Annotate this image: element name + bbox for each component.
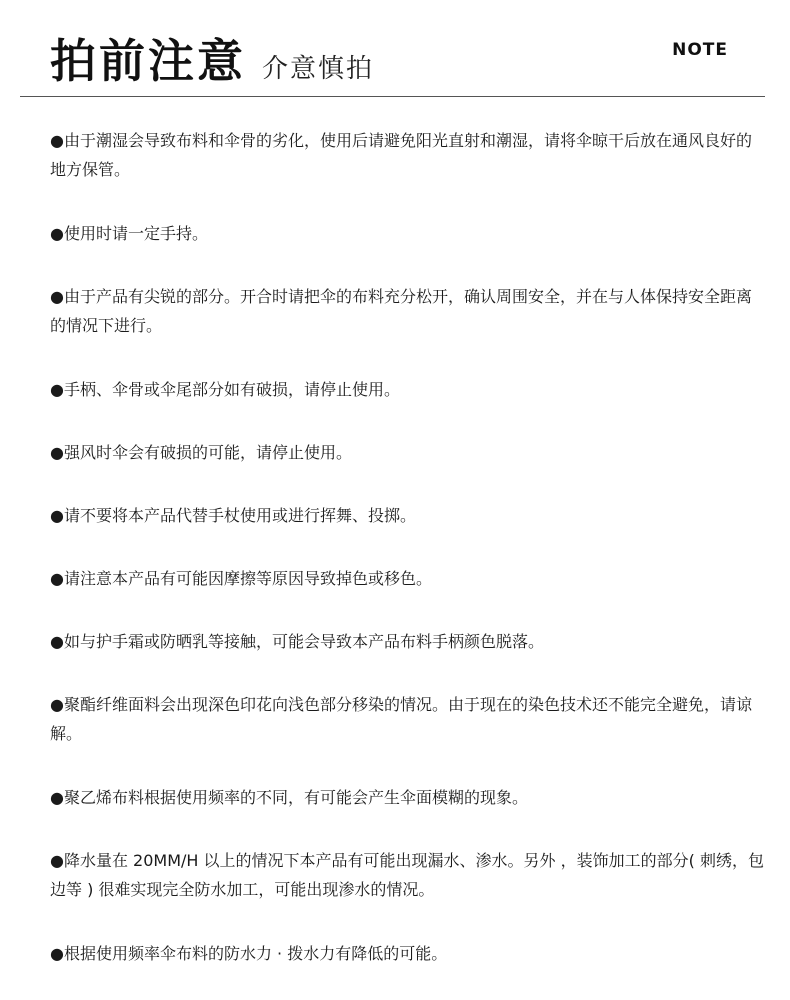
note-item-water-repellency: ●根据使用频率伞布料的防水力 · 拨水力有降低的可能。 (50, 944, 448, 963)
note-item-polyethylene: ●聚乙烯布料根据使用频率的不同，有可能会产生伞面模糊的现象。 (50, 788, 528, 807)
note-item-dye-transfer: ●聚酯纤维面料会出现深色印花向浅色部分移染的情况。由于现在的染色技术还不能完全避免，请谅解。 (50, 695, 752, 743)
header-divider (20, 96, 765, 97)
note-item-cream-contact: ●如与护手霜或防晒乳等接触，可能会导致本产品布料手柄颜色脱落。 (50, 632, 544, 651)
note-item-damage: ●手柄、伞骨或伞尾部分如有破损，请停止使用。 (50, 380, 400, 399)
page-title: 拍前注意 (50, 34, 246, 88)
note-item-strong-wind: ●强风时伞会有破损的可能，请停止使用。 (50, 443, 352, 462)
header (0, 0, 790, 100)
note-label: NOTE (672, 40, 728, 60)
note-item-rainfall: ●降水量在 20MM/H 以上的情况下本产品有可能出现漏水、渗水。另外 ，装饰加工的部分( 刺绣，包边等 ) 很难实现完全防水加工，可能出现渗水的情况。 (50, 851, 764, 899)
note-item-hand-hold: ●使用时请一定手持。 (50, 224, 208, 243)
page-subtitle: 介意慎拍 (262, 54, 375, 84)
note-item-no-cane: ●请不要将本产品代替手杖使用或进行挥舞、投掷。 (50, 506, 416, 525)
note-item-storage: ●由于潮湿会导致布料和伞骨的劣化，使用后请避免阳光直射和潮湿，请将伞晾干后放在通风良好的地方保管。 (50, 131, 752, 179)
note-item-color-fade: ●请注意本产品有可能因摩擦等原因导致掉色或移色。 (50, 569, 432, 588)
notes-list (50, 126, 765, 968)
note-item-sharp-parts: ●由于产品有尖锐的部分。开合时请把伞的布料充分松开，确认周围安全，并在与人体保持安全距离的情况下进行。 (50, 287, 752, 335)
